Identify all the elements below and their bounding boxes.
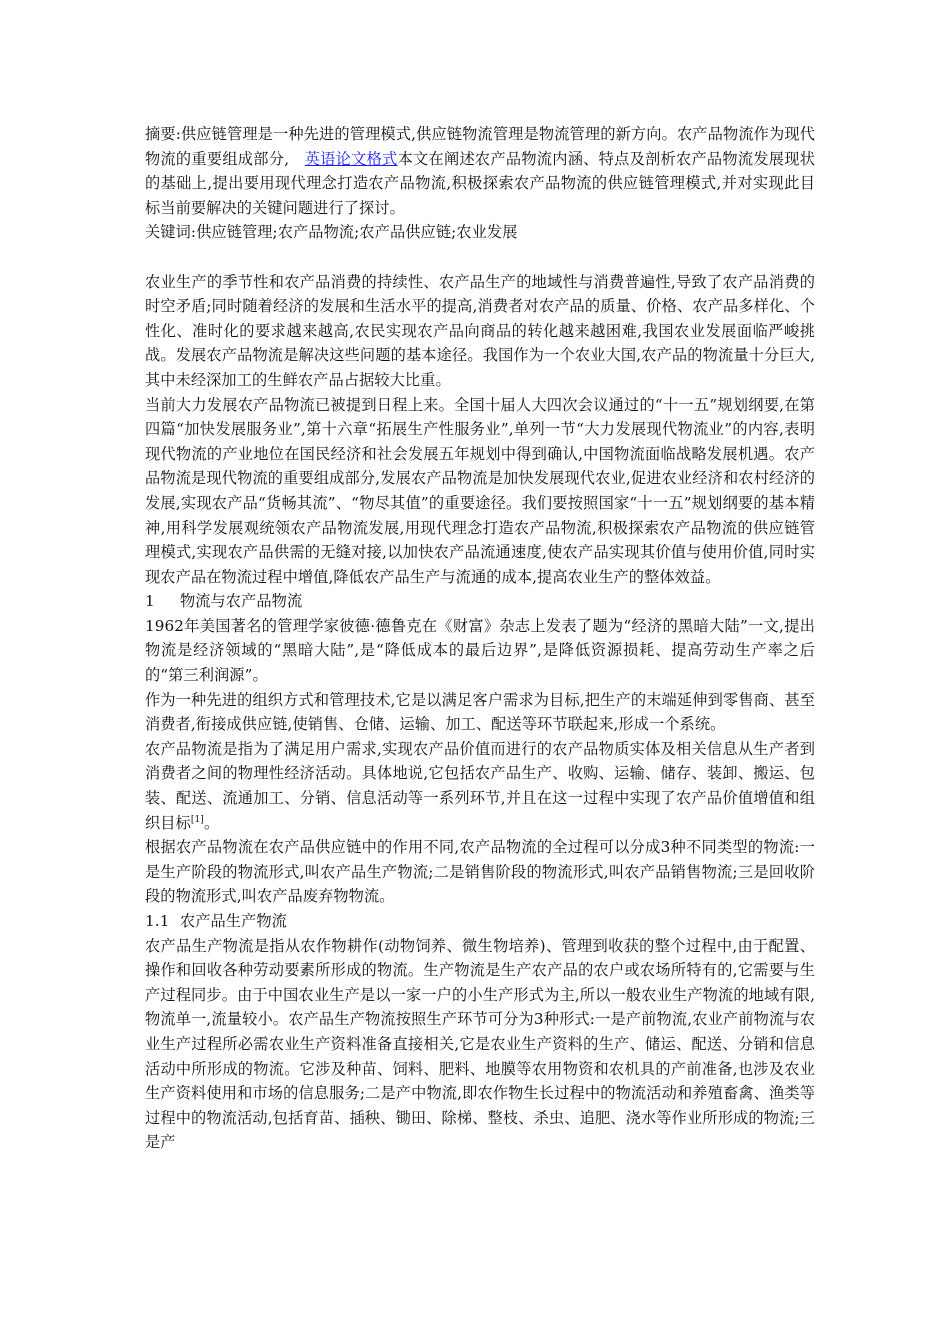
section-1-paragraph-3 xyxy=(145,737,815,835)
abstract-paragraph xyxy=(145,122,815,220)
section-1-title: 物流与农产品物流 xyxy=(179,592,303,611)
citation-reference: [1] xyxy=(190,814,204,825)
keywords-line: 关键词:供应链管理;农产品物流;农产品供应链;农业发展 xyxy=(145,223,518,242)
section-1-1-title: 农产品生产物流 xyxy=(179,912,287,930)
intro-paragraph-1: 农业生产的季节性和农产品消费的持续性、农产品生产的地域性与消费普遍性,导致了农产品消费的时空矛盾;同时随着经济的发展和生活水平的提高,消费者对农产品的质量、价格、农产品多样化、个性化、准时化的要求越来越高,农民实现农产品向商品的转化越来越困难,我国农业发展面临严峻挑战。发展农产品物流是解决这些问题的基本途径。我国作为一个农业大国,农产品的物流量十分巨大,其中未经深加工的生鲜农产品占据较大比重。 xyxy=(145,272,815,389)
paragraph-end: 。 xyxy=(203,813,220,832)
document-body xyxy=(145,122,815,1155)
section-1-paragraph-1: 1962年美国著名的管理学家彼德·德鲁克在《财富》杂志上发表了题为“经济的黑暗大陆”一文,提出物流是经济领域的“黑暗大陆”,是“降低成本的最后边界”,是降低资源损耗、提高劳动生产率之后的“第三利润源”。 xyxy=(145,616,815,685)
section-1-heading xyxy=(145,589,815,614)
english-paper-format-link[interactable]: 英语论文格式 xyxy=(304,149,398,168)
abstract-text: 摘要:供应链管理是一种先进的管理模式,供应链物流管理是物流管理的新方向。农产品物流作为现代物流的重要组成部分, xyxy=(145,125,815,168)
section-1-1-heading xyxy=(145,909,815,934)
section-1-paragraph-2: 作为一种先进的组织方式和管理技术,它是以满足客户需求为目标,把生产的末端延伸到零售商、甚至消费者,衔接成供应链,使销售、仓储、运输、加工、配送等环节联起来,形成一个系统。 xyxy=(145,690,815,734)
section-1-number: 1 xyxy=(145,592,155,611)
section-1-1-paragraph: 农产品生产物流是指从农作物耕作(动物饲养、微生物培养)、管理到收获的整个过程中,由于配置、操作和回收各种劳动要素所形成的物流。生产物流是生产农产品的农户或农场所特有的,它需要与生产过程同步。由于中国农业生产是以一家一户的小生产形式为主,所以一般农业生产物流的地域有限,物流单一,流量较小。农产品生产物流按照生产环节可分为3种形式:一是产前物流,农业产前物流与农业生产过程所必需农业生产资料准备直接相关,它是农业生产资料的生产、储运、配送、分销和信息活动中所形成的物流。它涉及种苗、饲料、肥料、地膜等农用物资和农机具的产前准备,也涉及农业生产资料使用和市场的信息服务;二是产中物流,即农作物生长过程中的物流活动和养殖畜禽、渔类等过程中的物流活动,包括育苗、插秧、锄田、除梯、整枝、杀虫、追肥、浇水等作业所形成的物流;三是产 xyxy=(145,936,815,1152)
abstract-text-continued: 本文在阐述农产品物流内涵、特点及剖析农产品物流发展现状的基础上,提出要用现代理念打造农产品物流,积极探索农产品物流的供应链管理模式,并对实现此目标当前要解决的关键问题进行了探讨。 xyxy=(145,149,816,217)
intro-paragraph-2: 当前大力发展农产品物流已被提到日程上来。全国十届人大四次会议通过的“十一五”规划纲要,在第四篇“加快发展服务业”,第十六章“拓展生产性服务业”,单列一节“大力发展现代物流业”的内容,表明现代物流的产业地位在国民经济和社会发展五年规划中得到确认,中国物流面临战略发展机遇。农产品物流是现代物流的重要组成部分,发展农产品物流是加快发展现代农业,促进农业经济和农村经济的发展,实现农产品“货畅其流”、“物尽其值”的重要途径。我们要按照国家“十一五”规划纲要的基本精神,用科学发展观统领农产品物流发展,用现代理念打造农产品物流,积极探索农产品物流的供应链管理模式,实现农产品供需的无缝对接,以加快农产品流通速度,使农产品实现其价值与使用价值,同时实现农产品在物流过程中增值,降低农产品生产与流通的成本,提高农业生产的整体效益。 xyxy=(145,395,815,586)
section-1-paragraph-4: 根据农产品物流在农产品供应链中的作用不同,农产品物流的全过程可以分成3种不同类型的物流:一是生产阶段的物流形式,叫农产品生产物流;二是销售阶段的物流形式,叫农产品销售物流;三是回收阶段的物流形式,叫农产品废弃物物流。 xyxy=(145,838,815,906)
paragraph-text: 农产品物流是指为了满足用户需求,实现农产品价值而进行的农产品物质实体及相关信息从生产者到消费者之间的物理性经济活动。具体地说,它包括农产品生产、收购、运输、储存、装卸、搬运、包装、配送、流通加工、分销、信息活动等一系列环节,并且在这一过程中实现了农产品价值增值和组织目标 xyxy=(145,739,815,832)
blank-line xyxy=(145,245,815,270)
section-1-1-number: 1.1 xyxy=(145,912,170,930)
